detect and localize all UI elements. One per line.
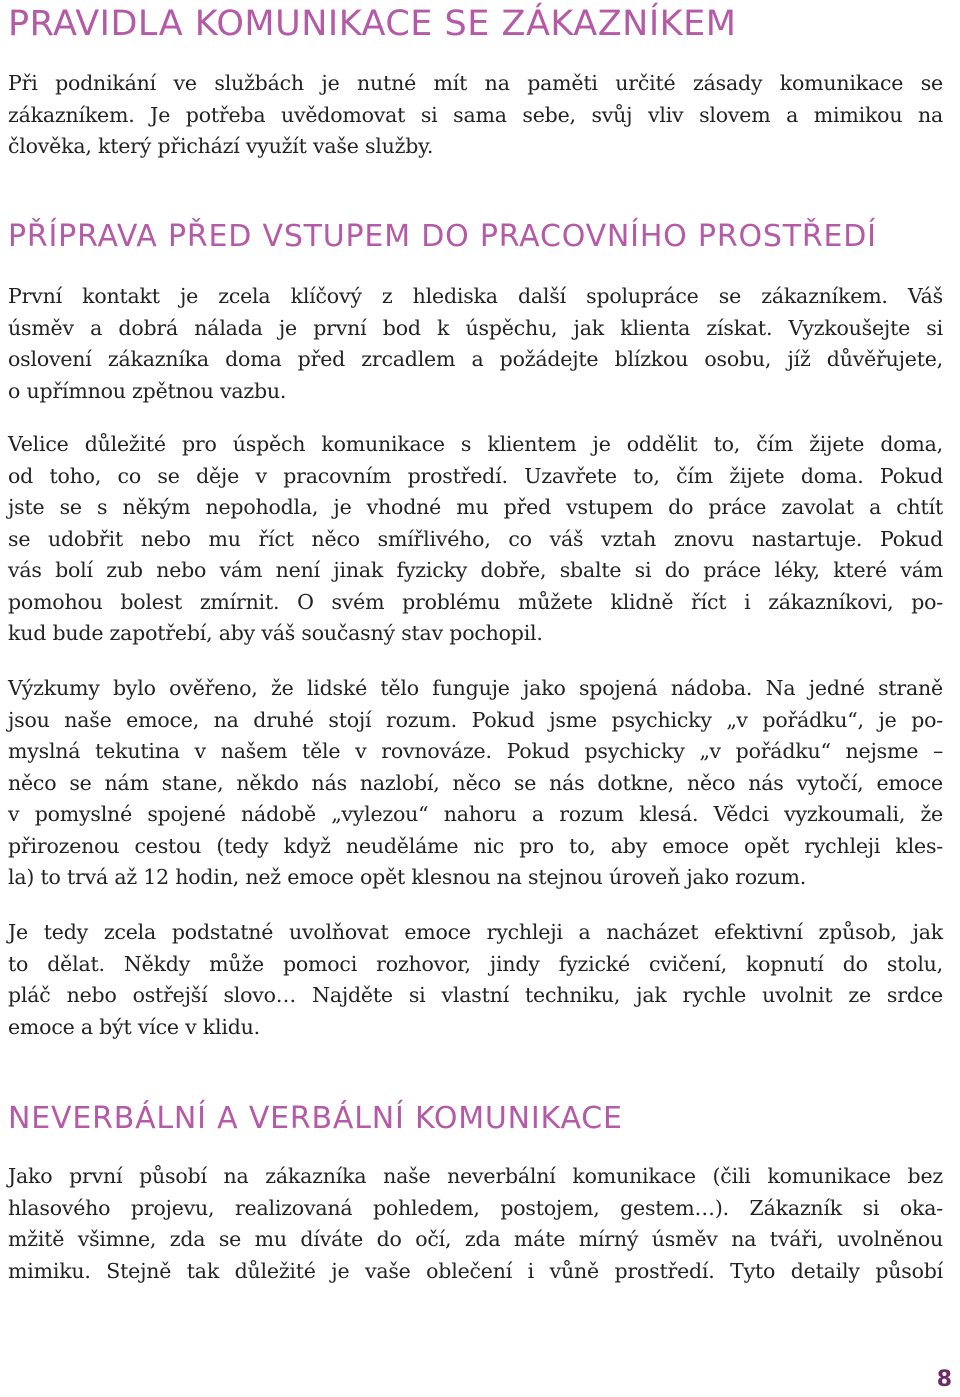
text-line: člověka, který přichází využít vaše služby. bbox=[8, 134, 434, 158]
text-line: Při podnikání ve službách je nutné mít na paměti určité zásady komunikace se bbox=[8, 71, 943, 95]
paragraph-home-separation bbox=[8, 429, 943, 650]
text-line: hlasového projevu, realizovaná pohledem, postojem, gestem…). Zákazník si oka- bbox=[8, 1195, 943, 1220]
text-line: přirozenou cestou (tedy když neuděláme nic pro to, aby emoce opět rychleji kles- bbox=[8, 833, 943, 858]
text-line: se udobřit nebo mu říct něco smířlivého, co váš vztah znovu nastartuje. Pokud bbox=[8, 526, 943, 551]
text-line: vás bolí zub nebo vám není jinak fyzicky dobře, sbalte si do práce léky, které vám bbox=[8, 558, 943, 582]
text-line: jsou naše emoce, na druhé stojí rozum. Pokud jsme psychicky „v pořádku“, je po- bbox=[8, 707, 943, 732]
text-line: pomohou bolest zmírnit. O svém problému můžete klidně říct i zákazníkovi, po- bbox=[8, 589, 943, 614]
text-line: od toho, co se děje v pracovním prostředí. Uzavřete to, čím žijete doma. Pokud bbox=[8, 463, 943, 488]
text-line: mimiku. Stejně tak důležité je vaše oblečení i vůně prostředí. Tyto detaily působí bbox=[8, 1258, 943, 1283]
text-line: Výzkumy bylo ověřeno, že lidské tělo funguje jako spojená nádoba. Na jedné straně bbox=[8, 676, 943, 700]
page-title: PRAVIDLA KOMUNIKACE SE ZÁKAZNÍKEM bbox=[8, 4, 737, 44]
text-line: Velice důležité pro úspěch komunikace s klientem je oddělit to, čím žijete doma, bbox=[8, 432, 943, 456]
text-line: myslná tekutina v našem těle v rovnováze. Pokud psychicky „v pořádku“ nejsme – bbox=[8, 739, 943, 763]
text-line: kud bude zapotřebí, aby váš současný stav pochopil. bbox=[8, 621, 543, 645]
text-line: jste se s někým nepohodla, je vhodné mu před vstupem do práce zavolat a chtít bbox=[8, 495, 943, 519]
text-line: la) to trvá až 12 hodin, než emoce opět klesnou na stejnou úroveň jako rozum. bbox=[8, 865, 807, 889]
paragraph-release-emotions bbox=[8, 917, 943, 1043]
paragraph-nonverbal bbox=[8, 1161, 943, 1287]
text-line: o upřímnou zpětnou vazbu. bbox=[8, 378, 287, 403]
text-line: zákazníkem. Je potřeba uvědomovat si sama sebe, svůj vliv slovem a mimikou na bbox=[8, 102, 943, 127]
paragraph-first-contact bbox=[8, 281, 943, 407]
text-line: emoce a být více v klidu. bbox=[8, 1014, 260, 1039]
intro-paragraph bbox=[8, 68, 943, 163]
text-line: to dělat. Někdy může pomoci rozhovor, jindy fyzické cvičení, kopnutí do stolu, bbox=[8, 951, 943, 976]
text-line: úsměv a dobrá nálada je první bod k úspěchu, jak klienta získat. Vyzkoušejte si bbox=[8, 315, 943, 340]
text-line: v pomyslné spojené nádobě „vylezou“ nahoru a rozum klesá. Vědci vyzkoumali, že bbox=[8, 802, 943, 826]
text-line: něco se nám stane, někdo nás nazlobí, něco se nás dotkne, něco nás vytočí, emoce bbox=[8, 770, 943, 795]
text-line: pláč nebo ostřejší slovo… Najděte si vlastní techniku, jak rychle uvolnit ze srdce bbox=[8, 983, 943, 1007]
section-heading-preparation: PŘÍPRAVA PŘED VSTUPEM DO PRACOVNÍHO PROSTŘEDÍ bbox=[8, 219, 877, 254]
text-line: Jako první působí na zákazníka naše neverbální komunikace (čili komunikace bez bbox=[8, 1164, 943, 1188]
section-heading-communication: NEVERBÁLNÍ A VERBÁLNÍ KOMUNIKACE bbox=[8, 1101, 623, 1136]
text-line: Je tedy zcela podstatné uvolňovat emoce rychleji a nacházet efektivní způsob, jak bbox=[8, 920, 943, 944]
text-line: oslovení zákazníka doma před zrcadlem a požádejte blízkou osobu, jíž důvěřujete, bbox=[8, 347, 943, 371]
text-line: První kontakt je zcela klíčový z hlediska další spolupráce se zákazníkem. Váš bbox=[8, 284, 943, 308]
text-line: mžitě všimne, zda se mu díváte do očí, zda máte mírný úsměv na tváři, uvolněnou bbox=[8, 1227, 943, 1251]
paragraph-research bbox=[8, 673, 943, 894]
page-number: 8 bbox=[936, 1367, 952, 1392]
